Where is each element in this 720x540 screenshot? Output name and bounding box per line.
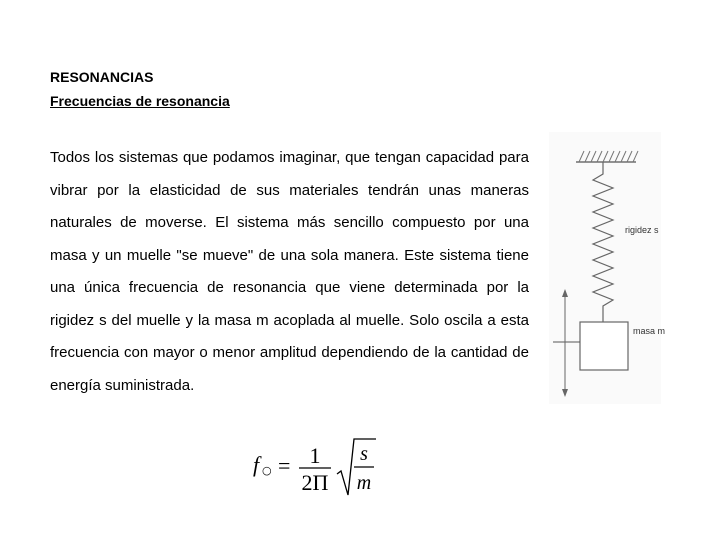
body-paragraph: Todos los sistemas que podamos imaginar, que tengan capacidad para vibrar por la elasticidad de sus materiales tendrán unas maneras naturales de moverse. El sistema más sencillo compuesto por una masa y un muelle "se mueve" de una sola manera. Este sistema tiene una única frecuencia de resonancia que viene determinada por la rigidez s del muelle y la masa m acoplada al muelle. Solo oscila a esta frecuencia con mayor o menor amplitud dependiendo de la cantidad de energía suministrada. [50, 149, 529, 394]
section-subtitle: Frecuencias de resonancia [50, 93, 230, 109]
spring-mass-diagram [549, 132, 666, 404]
spring-mass-illustration [549, 132, 666, 404]
formula-root-denominator: m [356, 472, 372, 494]
formula-denominator: 2Π [301, 470, 329, 495]
resonance-frequency-formula [250, 436, 380, 498]
formula-frequency-subscript: ○ [262, 464, 272, 477]
formula-equals-sign: = [278, 453, 291, 478]
formula-frequency-symbol: f [253, 452, 260, 477]
mass-block [580, 322, 628, 370]
mass-label: masa m [633, 326, 666, 336]
spring-label: rigidez s [625, 225, 659, 235]
formula-numerator: 1 [309, 443, 321, 468]
formula-root-numerator: s [360, 443, 368, 465]
section-title: RESONANCIAS [50, 69, 154, 85]
